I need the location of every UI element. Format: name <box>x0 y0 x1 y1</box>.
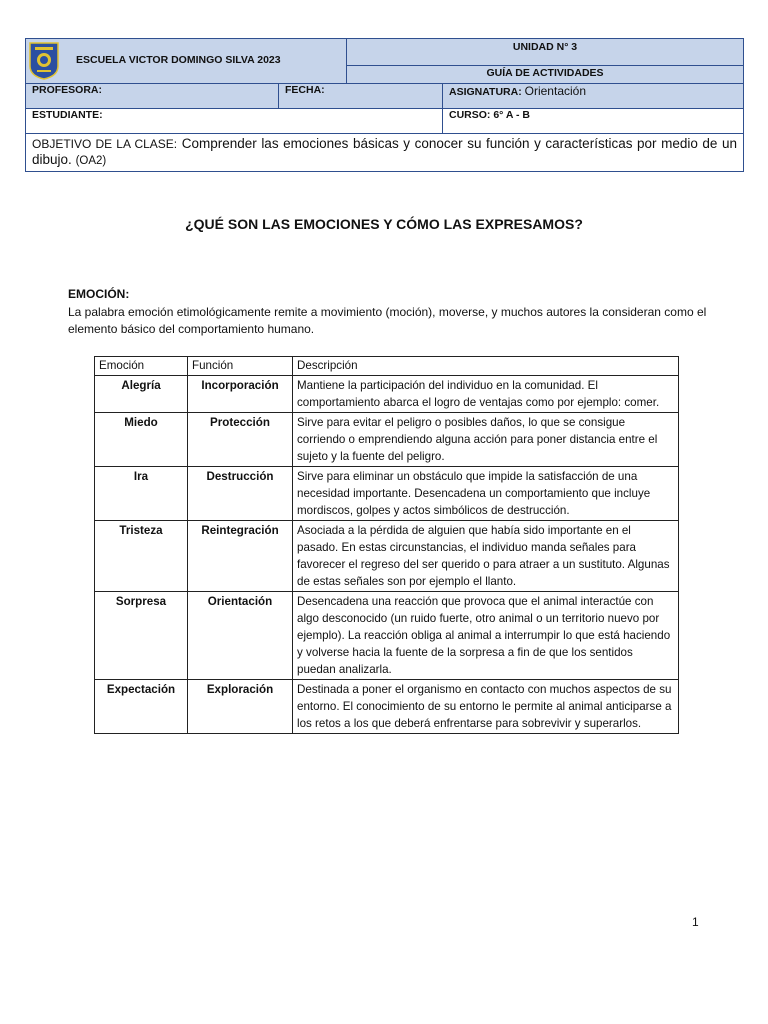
description-cell: Desencadena una reacción que provoca que el animal interactúe con algo desconocido (un ruido fuerte, otro animal o un territorio nuevo por ejemplo). La reacción obliga al animal a interrumpir lo que está haciendo y volverse hacia la fuente de la sorpresa a fin de que los sentidos puedan analizarla. <box>293 592 679 680</box>
function-cell: Reintegración <box>188 521 293 592</box>
emotion-cell: Alegría <box>95 376 188 413</box>
table-row <box>95 413 679 467</box>
header-emotion: Emoción <box>95 357 188 376</box>
description-cell: Mantiene la participación del individuo en la comunidad. El comportamiento abarca el logro de ventajas como por ejemplo: comer. <box>293 376 679 413</box>
school-name: ESCUELA VICTOR DOMINGO SILVA 2023 <box>76 54 281 66</box>
subject-label: ASIGNATURA: <box>449 86 522 98</box>
emotion-cell: Ira <box>95 467 188 521</box>
subject-cell <box>443 84 744 109</box>
school-crest-icon <box>29 42 59 80</box>
student-label: ESTUDIANTE: <box>26 109 443 134</box>
page-title: ¿QUÉ SON LAS EMOCIONES Y CÓMO LAS EXPRESAMOS? <box>185 216 583 232</box>
intro-paragraph: La palabra emoción etimológicamente remite a movimiento (moción), moverse, y muchos autores la consideran como el elemento básico del comportamiento humano. <box>68 305 707 336</box>
header-table <box>25 38 744 172</box>
header-description: Descripción <box>293 357 679 376</box>
emotion-cell: Miedo <box>95 413 188 467</box>
header-function: Función <box>188 357 293 376</box>
subject-value: Orientación <box>524 84 587 98</box>
objective-cell <box>26 134 744 172</box>
objective-code: (OA2) <box>75 155 107 167</box>
date-label: FECHA: <box>279 84 443 109</box>
emotion-cell: Sorpresa <box>95 592 188 680</box>
course-label: CURSO: 6° A - B <box>443 109 744 134</box>
description-cell: Asociada a la pérdida de alguien que había sido importante en el pasado. En estas circunstancias, el individuo manda señales para favorecer el regreso del ser querido o para atraer a un sustituto. Algunas de estas señales son por ejemplo el llanto. <box>293 521 679 592</box>
description-cell: Sirve para evitar el peligro o posibles daños, lo que se consigue corriendo o emprendiendo alguna acción para poner distancia entre el sujeto y la fuente del peligro. <box>293 413 679 467</box>
function-cell: Destrucción <box>188 467 293 521</box>
description-cell: Destinada a poner el organismo en contacto con muchos aspectos de su entorno. El conocimiento de su entorno le permite al animal anticiparse a los retos a los que deberá enfrentarse para sobrevivir y superarlos. <box>293 680 679 734</box>
guide-cell: GUÍA DE ACTIVIDADES <box>347 66 744 84</box>
table-row <box>95 521 679 592</box>
function-cell: Orientación <box>188 592 293 680</box>
section-heading: EMOCIÓN: <box>68 287 130 301</box>
page-number: 1 <box>692 915 699 929</box>
description-cell: Sirve para eliminar un obstáculo que impide la satisfacción de una necesidad importante. Desencadena un comportamiento que incluye mordiscos, golpes y actos simbólicos de destrucción. <box>293 467 679 521</box>
table-row <box>95 592 679 680</box>
table-row <box>95 467 679 521</box>
function-cell: Protección <box>188 413 293 467</box>
objective-label: OBJETIVO DE LA CLASE: <box>32 137 178 151</box>
emotions-table <box>94 356 679 734</box>
unit-cell: UNIDAD N° 3 <box>347 39 744 66</box>
teacher-label: PROFESORA: <box>26 84 279 109</box>
school-cell <box>26 39 347 84</box>
table-row <box>95 376 679 413</box>
table-row <box>95 680 679 734</box>
function-cell: Exploración <box>188 680 293 734</box>
emotion-cell: Tristeza <box>95 521 188 592</box>
function-cell: Incorporación <box>188 376 293 413</box>
emotion-cell: Expectación <box>95 680 188 734</box>
table-header-row <box>95 357 679 376</box>
objective-text: Comprender las emociones básicas y conocer su función y características por medio de un dibujo. <box>32 136 737 167</box>
